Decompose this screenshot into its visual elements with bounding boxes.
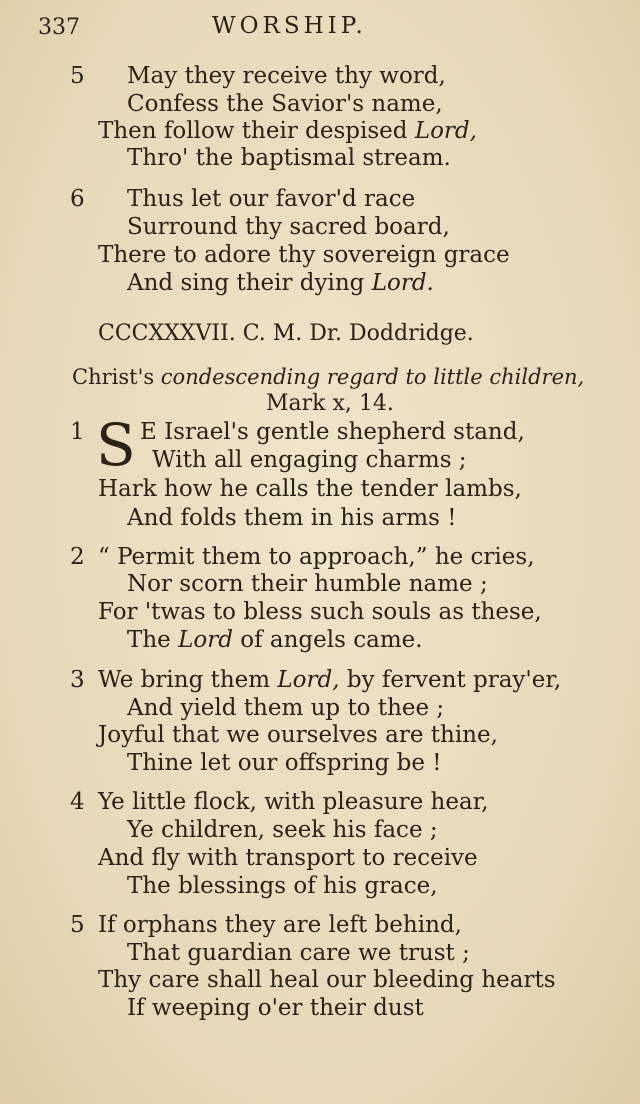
verse-text: With all engaging charms ; (152, 447, 467, 473)
page-number: 337 (38, 15, 80, 40)
verse-line (127, 570, 488, 598)
verse-text: Hark how he calls the tender lambs, (98, 476, 522, 502)
verse-italic-word: Lord, (414, 118, 477, 144)
verse-line (127, 144, 451, 172)
verse-text: We bring them (98, 667, 278, 693)
verse-line (98, 721, 498, 749)
verse-text: Surround thy sacred board, (127, 214, 450, 240)
stanza-number: 2 (70, 544, 85, 570)
stanza-number: 5 (70, 63, 85, 89)
stanza-number: 3 (70, 667, 85, 693)
verse-line (127, 694, 444, 722)
verse-line (98, 966, 556, 994)
verse-text: Thy care shall heal our bleeding hearts (98, 967, 556, 993)
hymn-title: CCCXXXVII. C. M. Dr. Doddridge. (98, 321, 474, 346)
verse-text: Ye children, seek his face ; (127, 817, 438, 843)
hymn-subtitle (72, 363, 584, 391)
verse-text: “ Permit them to approach,” he cries, (98, 544, 535, 570)
running-title: WORSHIP. (212, 13, 367, 39)
stanza-number: 5 (70, 912, 85, 938)
verse-line (98, 543, 535, 571)
verse-line (127, 872, 438, 900)
verse-italic-word: Lord, (277, 667, 340, 693)
stanza-number: 1 (70, 419, 85, 445)
verse-line (140, 418, 525, 446)
stanza-number: 4 (70, 789, 85, 815)
scripture-reference: Mark x, 14. (266, 391, 394, 416)
verse-text: The (127, 627, 179, 653)
verse-line (152, 446, 467, 474)
verse-text: Thro' the baptismal stream. (127, 145, 451, 171)
verse-text: Thine let our offspring be ! (127, 750, 442, 776)
verse-line (98, 844, 478, 872)
verse-line (127, 939, 470, 967)
verse-text: And fly with transport to receive (98, 845, 478, 871)
verse-line (127, 816, 438, 844)
verse-line (98, 911, 462, 939)
subtitle-prefix: Christ's (72, 365, 161, 389)
verse-line (98, 241, 510, 269)
verse-text: And folds them in his arms ! (127, 505, 457, 531)
verse-text: Then follow their despised (98, 118, 415, 144)
subtitle-italic: condescending regard to little children, (160, 365, 585, 389)
verse-line (127, 626, 423, 654)
verse-line (98, 666, 561, 694)
verse-text: There to adore thy sovereign grace (98, 242, 510, 268)
verse-line (98, 117, 477, 145)
verse-line (98, 598, 542, 626)
verse-line (127, 269, 434, 297)
verse-text: For 'twas to bless such souls as these, (98, 599, 542, 625)
verse-line (127, 994, 424, 1022)
verse-text: E Israel's gentle shepherd stand, (140, 419, 525, 445)
verse-text: Thus let our favor'd race (127, 186, 416, 212)
verse-text: by fervent pray'er, (339, 667, 562, 693)
verse-text: Ye little flock, with pleasure hear, (98, 789, 489, 815)
verse-text: And yield them up to thee ; (127, 695, 445, 721)
verse-line (127, 62, 446, 90)
verse-line (127, 213, 450, 241)
verse-line (127, 504, 456, 532)
verse-line (127, 90, 443, 118)
verse-text: If weeping o'er their dust (127, 995, 424, 1021)
verse-line (127, 185, 415, 213)
verse-line (98, 788, 488, 816)
stanza-number: 6 (70, 186, 85, 212)
verse-text: That guardian care we trust ; (127, 940, 470, 966)
verse-text: Joyful that we ourselves are thine, (98, 722, 498, 748)
verse-text: The blessings of his grace, (127, 873, 438, 899)
verse-italic-word: Lord. (371, 270, 434, 296)
verse-text: And sing their dying (127, 270, 372, 296)
verse-italic-word: Lord (178, 627, 233, 653)
verse-text: May they receive thy word, (127, 63, 446, 89)
drop-cap: S (96, 411, 136, 479)
verse-text: Nor scorn their humble name ; (127, 571, 488, 597)
verse-text: Confess the Savior's name, (127, 91, 443, 117)
verse-line (127, 749, 442, 777)
verse-text: If orphans they are left behind, (98, 912, 462, 938)
verse-text: of angels came. (232, 627, 423, 653)
verse-line (98, 475, 522, 503)
